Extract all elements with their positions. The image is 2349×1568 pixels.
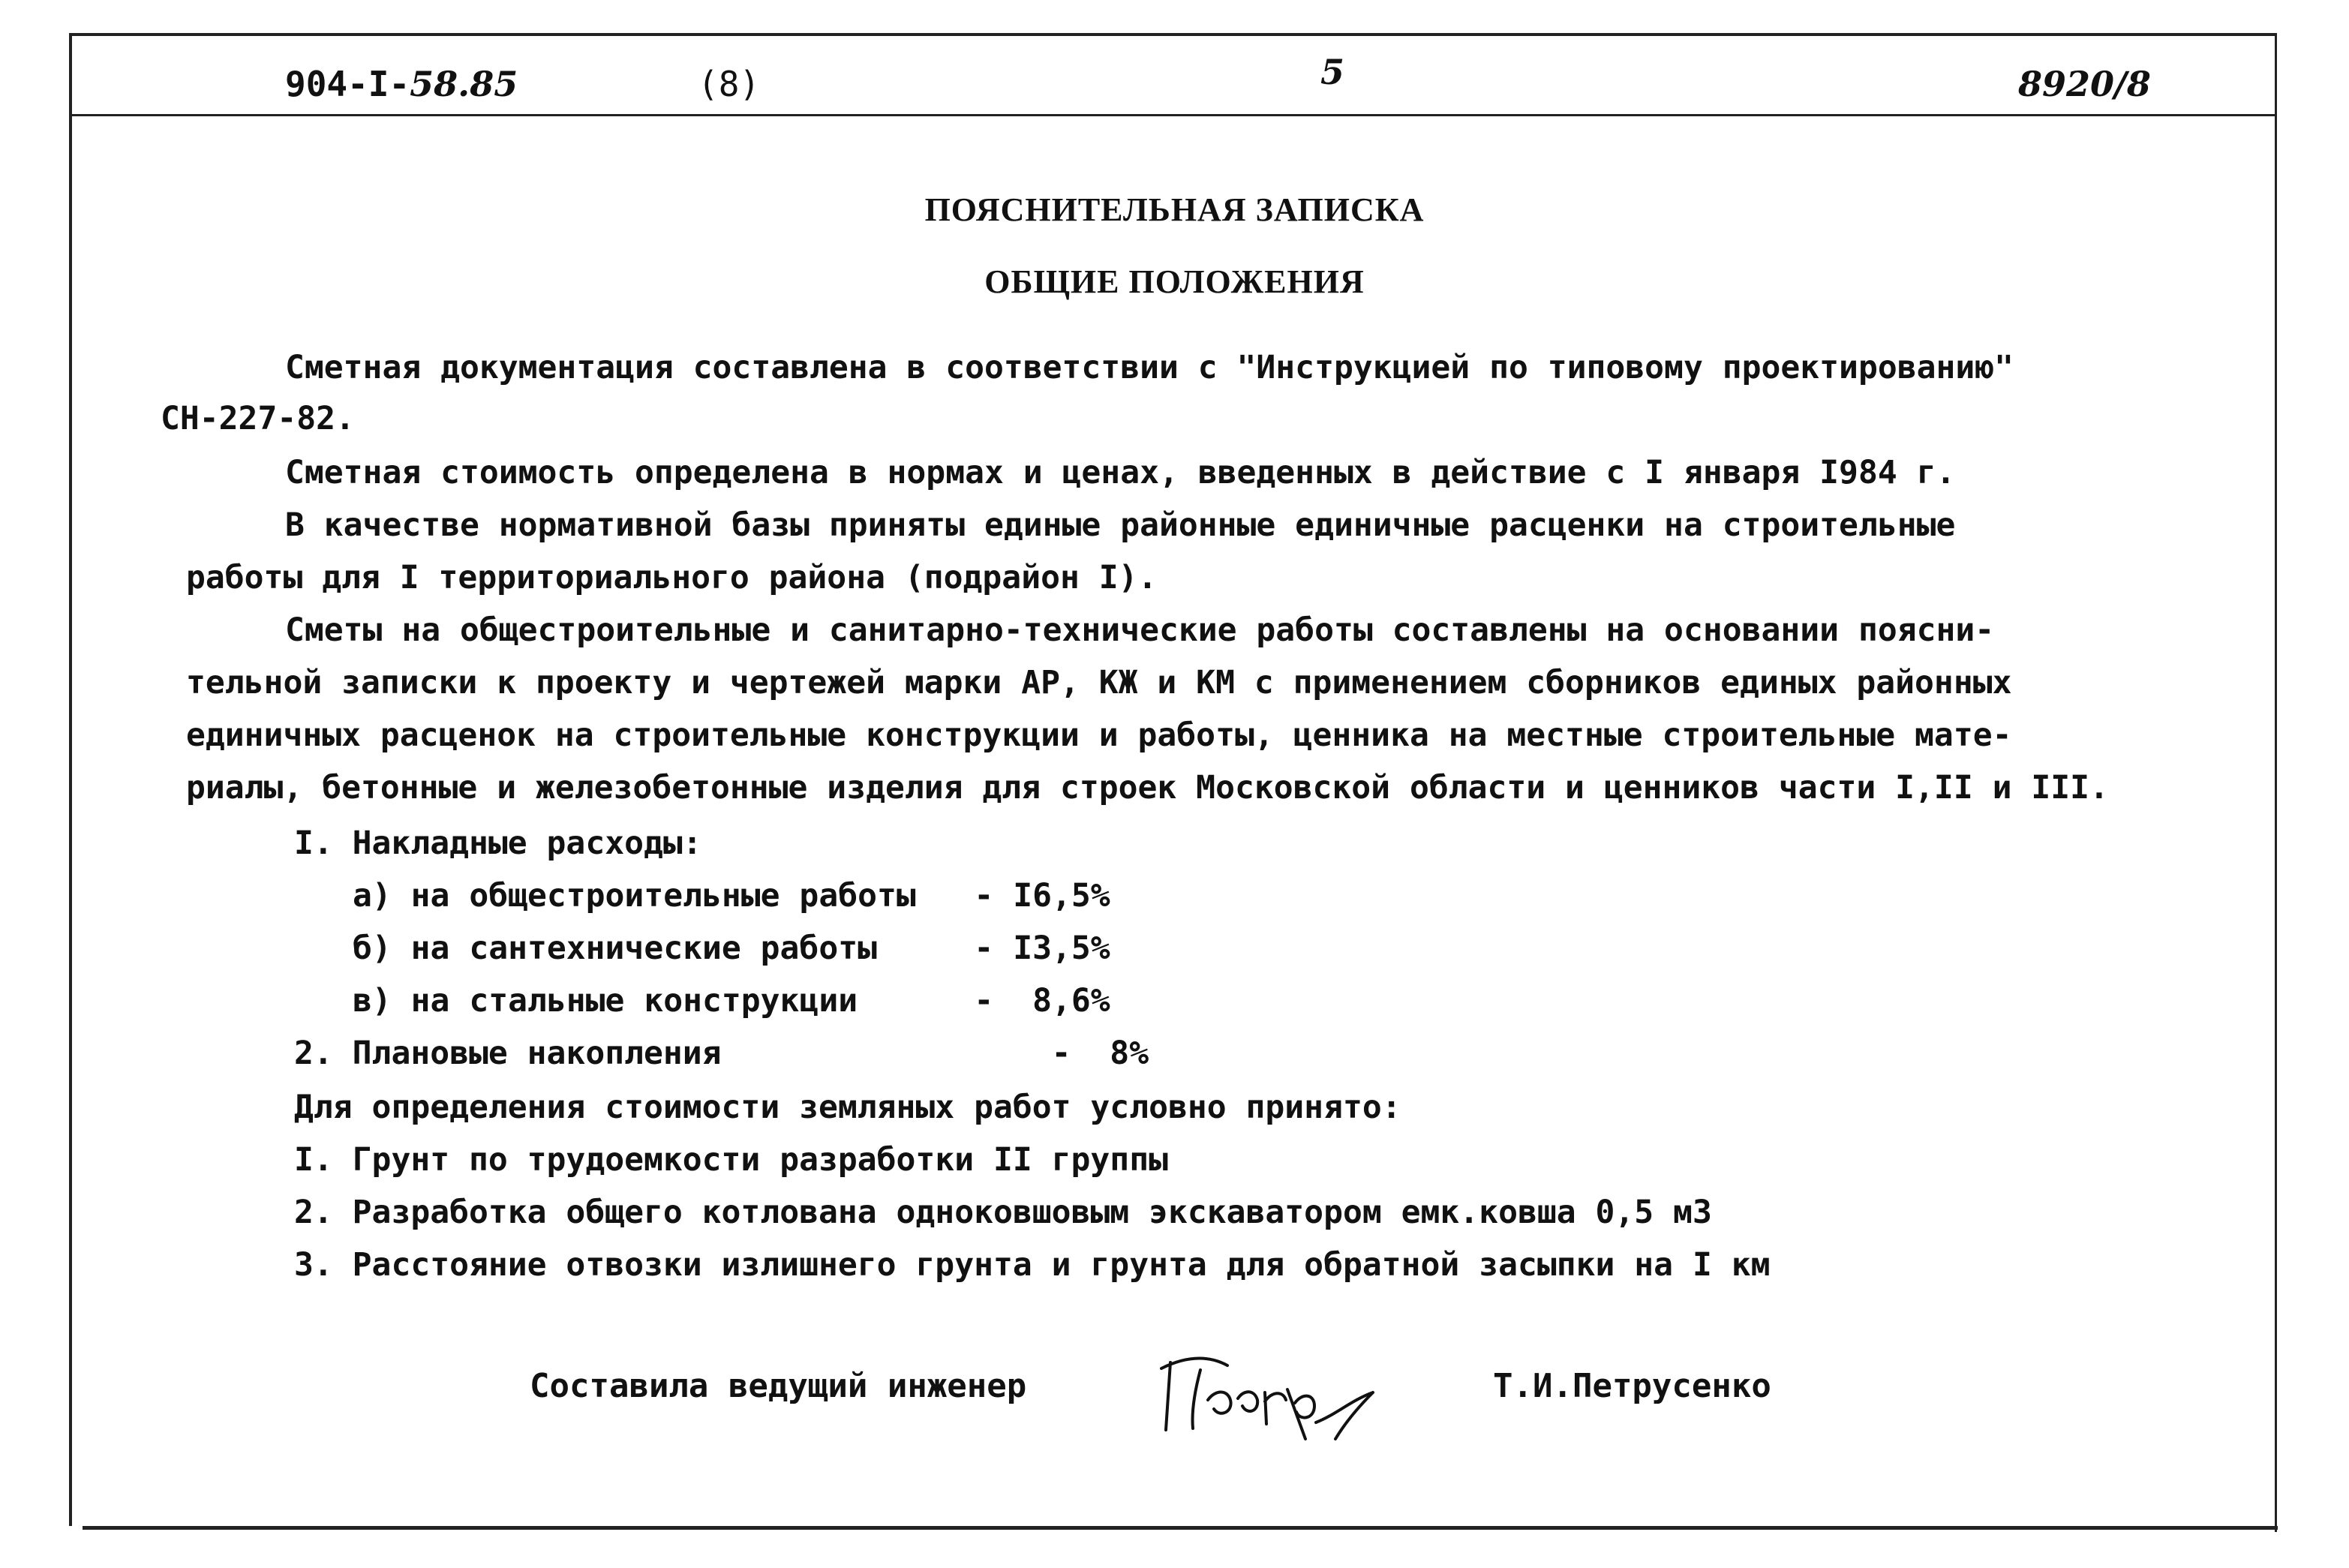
planned-savings: 2. Плановые накопления - 8% [294, 1035, 1149, 1072]
section-title: ОБЩИЕ ПОЛОЖЕНИЯ [984, 263, 1365, 300]
signatory-role: Составила ведущий инженер [530, 1367, 1027, 1405]
paragraph-1-line-2: СН-227-82. [161, 400, 355, 437]
paragraph-2: Сметная стоимость определена в нормах и ценах, введенных в действие с I января I984 г. [285, 454, 1956, 491]
earthwork-item-3: 3. Расстояние отвозки излишнего грунта и грунта для обратной засыпки на I км [294, 1246, 1771, 1284]
frame-top-border [69, 33, 2275, 36]
paragraph-3-line-1: В качестве нормативной базы приняты единые районные единичные расценки на строительные [285, 506, 1956, 544]
project-code-handwritten: 58.85 [410, 64, 518, 104]
signatory-name: Т.И.Петрусенко [1493, 1367, 1771, 1405]
overhead-item-b: б) на сантехнические работы - I3,5% [353, 930, 1110, 967]
project-code-prefix: 904-I- [285, 64, 410, 104]
overhead-item-a: а) на общестроительные работы - I6,5% [353, 877, 1110, 915]
header-divider [69, 114, 2275, 116]
handwritten-signature [1155, 1340, 1380, 1445]
paragraph-4-line-2: тельной записки к проекту и чертежей марки АР, КЖ и КМ с применением сборников единых районных [186, 664, 2012, 701]
document-title: ПОЯСНИТЕЛЬНАЯ ЗАПИСКА [924, 191, 1425, 228]
earthwork-item-2: 2. Разработка общего котлована одноковшовым экскаватором емк.ковша 0,5 м3 [294, 1194, 1712, 1231]
paragraph-4-line-3: единичных расценок на строительные конструкции и работы, ценника на местные строительные мате- [186, 716, 2012, 754]
earthwork-item-1: I. Грунт по трудоемкости разработки II группы [294, 1141, 1168, 1179]
sheet-reference: 8920/8 [2018, 64, 2151, 104]
project-code [285, 62, 518, 107]
paragraph-4-line-4: риалы, бетонные и железобетонные изделия для строек Московской области и ценников части I,II и III. [186, 769, 2109, 807]
overhead-item-c: в) на стальные конструкции - 8,6% [353, 982, 1110, 1020]
frame-left-border [69, 33, 72, 1526]
paragraph-3-line-2: работы для I территориального района (подрайон I). [186, 559, 1158, 596]
page-number: 5 [1320, 52, 1345, 92]
album-number: (8) [698, 64, 761, 104]
earthwork-intro: Для определения стоимости земляных работ условно принято: [294, 1089, 1401, 1126]
frame-bottom-border [83, 1526, 2278, 1530]
paragraph-4-line-1: Сметы на общестроительные и санитарно-технические работы составлены на основании поясни- [285, 611, 1995, 649]
paragraph-1-line-1: Сметная документация составлена в соответствии с "Инструкцией по типовому проектированию" [285, 349, 2014, 386]
overhead-heading: I. Накладные расходы: [294, 825, 702, 862]
frame-right-border [2275, 33, 2277, 1532]
